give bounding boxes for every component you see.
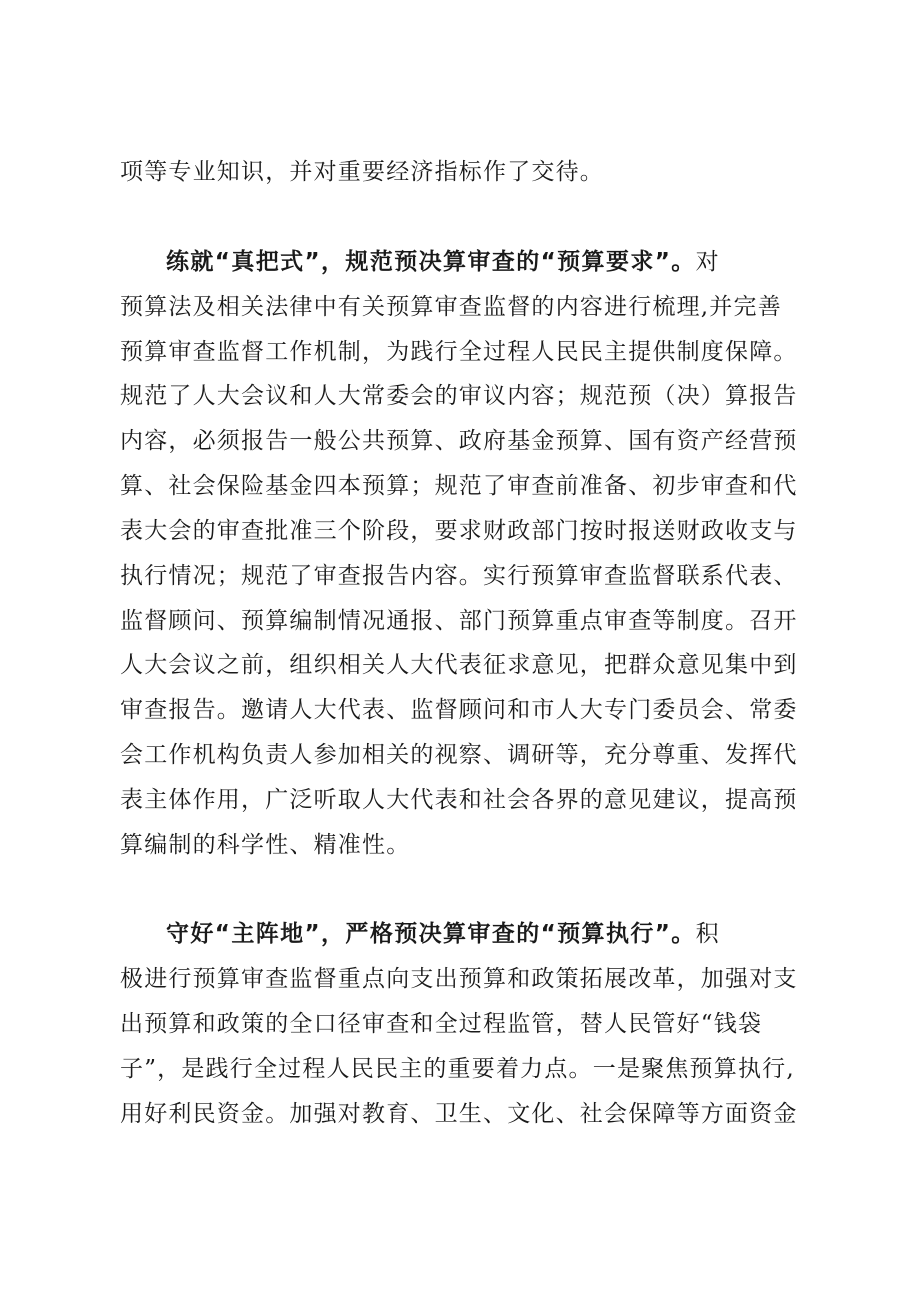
section-2-line: 子”，是践行全过程人民民主的重要着力点。一是聚焦预算执行, xyxy=(120,1056,795,1082)
section-1-line: 表大会的审查批准三个阶段，要求财政部门按时报送财政收支与 xyxy=(120,518,798,544)
section-2-line: 用好利民资金。加强对教育、卫生、文化、社会保障等方面资金 xyxy=(120,1101,798,1127)
section-1-line: 规范了人大会议和人大常委会的审议内容；规范预（决）算报告 xyxy=(120,383,798,409)
paragraph-continuation-line: 项等专业知识，并对重要经济指标作了交待。 xyxy=(120,159,604,185)
section-1-first-line-tail: 对 xyxy=(695,249,720,275)
section-2-first-line xyxy=(166,919,820,949)
section-1-line: 监督顾问、预算编制情况通报、部门预算重点审查等制度。召开 xyxy=(120,608,798,634)
section-2-first-line-tail: 积 xyxy=(695,921,720,947)
section-1-line: 表主体作用，广泛听取人大代表和社会各界的意见建议，提高预 xyxy=(120,787,798,813)
section-1-first-line xyxy=(166,247,820,277)
section-1-line: 算编制的科学性、精准性。 xyxy=(120,832,411,858)
section-1-line: 执行情况；规范了审查报告内容。实行预算审查监督联系代表、 xyxy=(120,563,798,589)
section-2-line: 出预算和政策的全口径审查和全过程监管，替人民管好“钱袋 xyxy=(120,1011,763,1037)
section-1-line: 会工作机构负责人参加相关的视察、调研等，充分尊重、发挥代 xyxy=(120,742,798,768)
section-2-heading: 守好“主阵地”，严格预决算审查的“预算执行”。 xyxy=(166,921,696,947)
section-1-line: 预算法及相关法律中有关预算审查监督的内容进行梳理,并完善 xyxy=(120,294,782,320)
section-2-line: 极进行预算审查监督重点向支出预算和政策拓展改革，加强对支 xyxy=(120,966,798,992)
section-1-line: 人大会议之前，组织相关人大代表征求意见，把群众意见集中到 xyxy=(120,652,798,678)
section-1-line: 内容，必须报告一般公共预算、政府基金预算、国有资产经营预 xyxy=(120,428,798,454)
section-1-line: 预算审查监督工作机制，为践行全过程人民民主提供制度保障。 xyxy=(120,339,798,365)
section-1-heading: 练就“真把式”，规范预决算审查的“预算要求”。 xyxy=(166,249,696,275)
section-1-line: 算、社会保险基金四本预算；规范了审查前准备、初步审查和代 xyxy=(120,473,798,499)
section-1-line: 审查报告。邀请人大代表、监督顾问和市人大专门委员会、常委 xyxy=(120,697,798,723)
